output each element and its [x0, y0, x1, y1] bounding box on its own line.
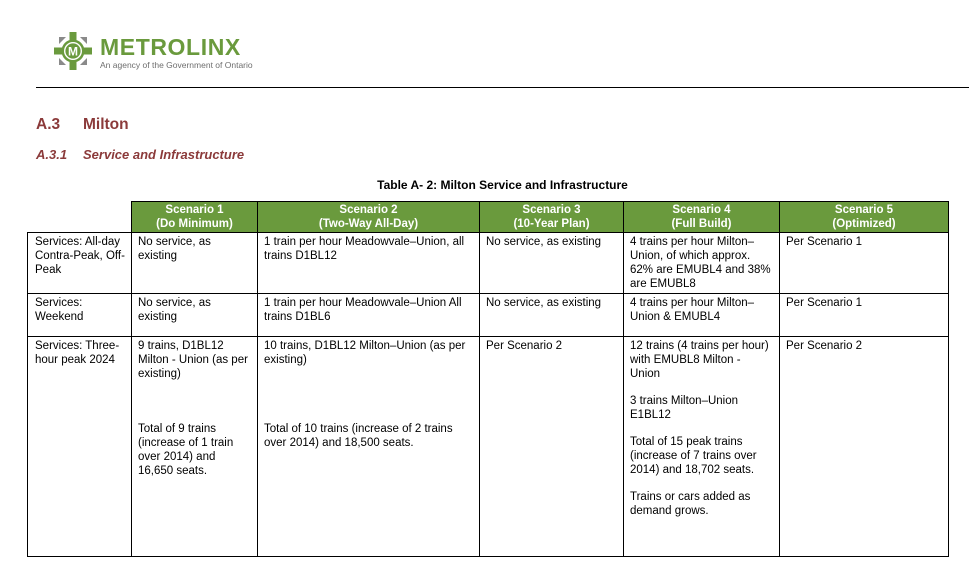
section-heading [36, 116, 129, 134]
cell-text: 4 trains per hour Milton–Union, of which approx. 62% are EMUBL4 and 38% are EMUBL8 [630, 236, 771, 290]
section-title: Milton [83, 116, 129, 133]
cell-text: Total of 10 trains (increase of 2 trains over 2014) and 18,500 seats. [264, 423, 453, 449]
cell-text: 3 trains Milton–Union E1BL12 [630, 395, 739, 421]
cell-text: No service, as existing [138, 297, 211, 323]
metrolinx-logo [54, 32, 284, 72]
cell-text: 1 train per hour Meadowvale–Union, all trains D1BL12 [264, 236, 465, 262]
cell-text: Trains or cars added as demand grows. [630, 491, 751, 517]
table-header-row [28, 202, 949, 233]
cell-text: 4 trains per hour Milton–Union & EMUBL4 [630, 297, 755, 323]
table-cell [132, 294, 258, 337]
cell-text: Per Scenario 1 [786, 297, 863, 309]
column-header [132, 202, 258, 233]
subsection-title: Service and Infrastructure [83, 147, 245, 162]
logo-tagline: An agency of the Government of Ontario [100, 60, 253, 70]
table-cell [480, 337, 624, 557]
cell-text: 9 trains, D1BL12 Milton - Union (as per existing) [138, 340, 248, 380]
cell-text: Per Scenario 2 [486, 340, 563, 352]
cell-text: 12 trains (4 trains per hour) with EMUBL8 Milton - Union [630, 340, 769, 380]
table-cell [780, 337, 949, 557]
cell-text: Total of 9 trains (increase of 1 train over 2014) and 16,650 seats. [138, 423, 234, 477]
table-caption: Table A- 2: Milton Service and Infrastructure [377, 178, 628, 192]
column-header-title: Scenario 5 [834, 204, 894, 216]
table-cell [480, 233, 624, 294]
header-blank-cell [28, 202, 132, 233]
table-cell [132, 233, 258, 294]
scenario-table [27, 201, 949, 557]
table-cell [258, 337, 480, 557]
table-row [28, 337, 949, 557]
table-cell [624, 294, 780, 337]
metrolinx-mark-icon [54, 32, 92, 70]
cell-text: No service, as existing [486, 297, 602, 309]
column-header [624, 202, 780, 233]
header-divider [36, 87, 969, 88]
table-cell [258, 294, 480, 337]
cell-text: 1 train per hour Meadowvale–Union All trains D1BL6 [264, 297, 462, 323]
logo-name: METROLINX [100, 34, 241, 60]
row-label: Services: Three-hour peak 2024 [28, 337, 132, 557]
cell-text: Total of 15 peak trains (increase of 7 trains over 2014) and 18,702 seats. [630, 436, 757, 476]
table-cell [780, 233, 949, 294]
cell-text: Per Scenario 2 [786, 340, 863, 352]
column-header-title: Scenario 1 [165, 204, 224, 216]
section-number: A.3 [36, 116, 61, 133]
column-header-subtitle: (Full Build) [671, 218, 732, 230]
column-header [258, 202, 480, 233]
cell-text: 10 trains, D1BL12 Milton–Union (as per existing) [264, 340, 466, 366]
column-header-subtitle: (Do Minimum) [156, 218, 233, 230]
table-cell [624, 233, 780, 294]
column-header [480, 202, 624, 233]
row-label: Services: All-day Contra-Peak, Off-Peak [28, 233, 132, 294]
table-cell [258, 233, 480, 294]
subsection-number: A.3.1 [36, 147, 68, 162]
cell-text: No service, as existing [138, 236, 211, 262]
column-header [780, 202, 949, 233]
logo-mark-letter: M [68, 44, 78, 59]
column-header-title: Scenario 2 [339, 204, 398, 216]
cell-text: Per Scenario 1 [786, 236, 863, 248]
table-row [28, 233, 949, 294]
subsection-heading [36, 147, 244, 162]
column-header-title: Scenario 3 [522, 204, 581, 216]
cell-text: No service, as existing [486, 236, 602, 248]
column-header-subtitle: (Two-Way All-Day) [318, 218, 419, 230]
table-cell [132, 337, 258, 557]
table-cell [624, 337, 780, 557]
table-row [28, 294, 949, 337]
table-cell [480, 294, 624, 337]
column-header-subtitle: (Optimized) [832, 218, 896, 230]
column-header-subtitle: (10-Year Plan) [513, 218, 590, 230]
table-cell [780, 294, 949, 337]
row-label: Services: Weekend [28, 294, 132, 337]
column-header-title: Scenario 4 [672, 204, 731, 216]
